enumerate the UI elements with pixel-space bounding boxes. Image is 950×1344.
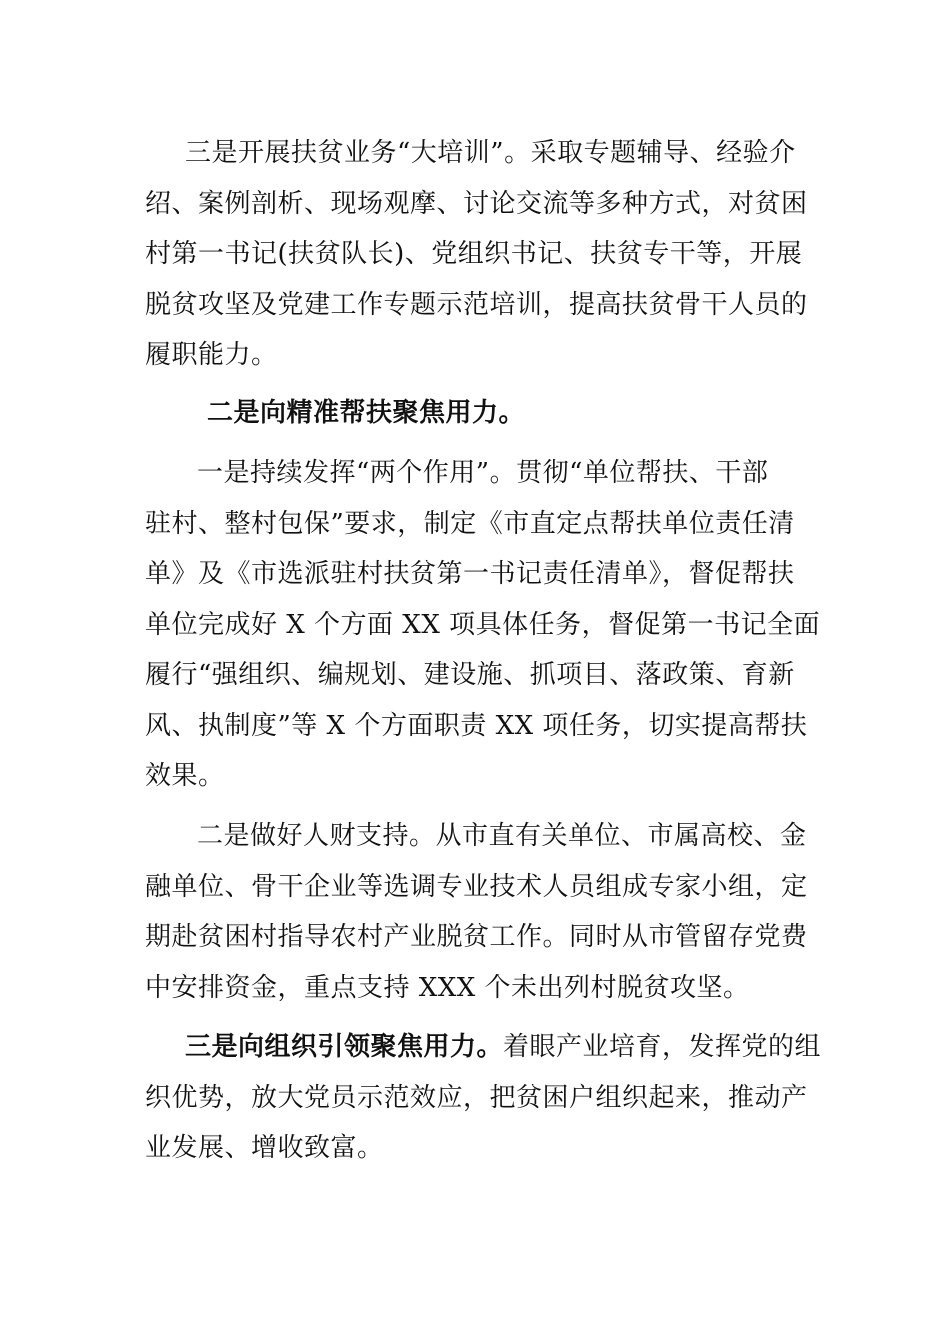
paragraph-line: 村第一书记(扶贫队长)、党组织书记、扶贫专干等，开展 [145, 239, 803, 269]
paragraph-line: 绍、案例剖析、现场观摩、讨论交流等多种方式，对贫困 [145, 188, 808, 219]
paragraph-line: 期赴贫困村指导农村产业脱贫工作。同时从市管留存党费 [145, 922, 808, 952]
paragraph-line: 脱贫攻坚及党建工作专题示范培训，提高扶贫骨干人员的 [145, 289, 808, 320]
paragraph-line: 履职能力。 [145, 340, 278, 370]
paragraph-line: 履行“强组织、编规划、建设施、抓项目、落政策、育新 [145, 660, 795, 690]
paragraph-lead-rest: 着眼产业培育，发挥党的组 [503, 1032, 822, 1062]
paragraph-line: 三是开展扶贫业务“大培训”。采取专题辅导、经验介 [185, 138, 796, 168]
paragraph-line: 效果。 [145, 761, 225, 791]
section-heading-precise-aid: 二是向精准帮扶聚焦用力。 [207, 398, 526, 428]
paragraph-lead-bold: 三是向组织引领聚焦用力。 [185, 1032, 504, 1062]
paragraph-two-roles [145, 448, 821, 802]
paragraph-line: 单》及《市选派驻村扶贫第一书记责任清单》，督促帮扶 [145, 559, 795, 589]
paragraph-organization-lead [145, 1022, 822, 1174]
paragraph-line [145, 1022, 822, 1073]
paragraph-line: 中安排资金，重点支持 XXX 个未出列村脱贫攻坚。 [145, 972, 750, 1003]
paragraph-people-funds [145, 811, 808, 1013]
paragraph-line: 风、执制度”等 X 个方面职责 XX 项任务，切实提高帮扶 [145, 710, 808, 741]
paragraph-line: 一是持续发挥“两个作用”。贯彻“单位帮扶、干部 [197, 458, 769, 488]
paragraph-training [145, 128, 808, 381]
paragraph-line: 织优势，放大党员示范效应，把贫困户组织起来，推动产 [145, 1082, 808, 1113]
paragraph-line: 融单位、骨干企业等选调专业技术人员组成专家小组，定 [145, 871, 808, 902]
paragraph-line: 驻村、整村包保”要求，制定《市直定点帮扶单位责任清 [145, 508, 795, 539]
paragraph-line: 二是做好人财支持。从市直有关单位、市属高校、金 [197, 821, 807, 851]
paragraph-line: 单位完成好 X 个方面 XX 项具体任务，督促第一书记全面 [145, 609, 821, 640]
paragraph-line: 业发展、增收致富。 [145, 1133, 384, 1163]
